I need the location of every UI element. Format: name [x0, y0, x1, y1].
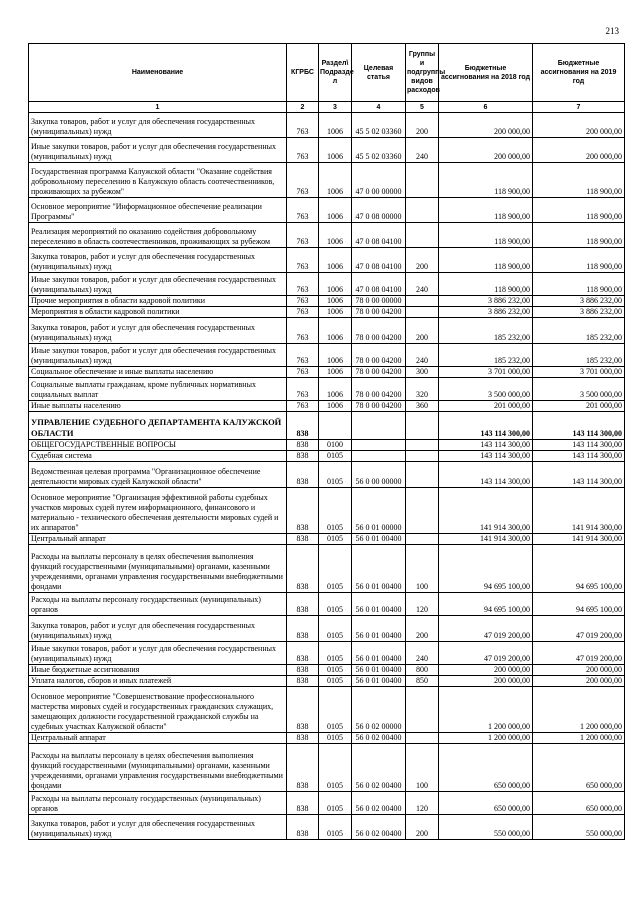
cell-group — [406, 687, 439, 733]
cell-group — [406, 451, 439, 462]
table-body — [29, 113, 625, 840]
cell-2019: 141 914 300,00 — [533, 534, 625, 545]
cell-2018: 141 914 300,00 — [439, 488, 533, 534]
column-number: 7 — [533, 102, 625, 113]
cell-2018: 47 019 200,00 — [439, 616, 533, 642]
cell-name: Иные закупки товаров, работ и услуг для обеспечения государственных (муниципальных) нужд — [29, 344, 287, 367]
cell-kgrbs: 763 — [287, 378, 319, 401]
cell-target: 56 0 02 00400 — [352, 733, 406, 744]
cell-target: 56 0 00 00000 — [352, 462, 406, 488]
table-row — [29, 318, 625, 344]
cell-2018: 3 701 000,00 — [439, 367, 533, 378]
cell-target: 78 0 00 04200 — [352, 367, 406, 378]
cell-name: Мероприятия в области кадровой политики — [29, 307, 287, 318]
cell-section: 0105 — [319, 545, 352, 593]
cell-name: Иные закупки товаров, работ и услуг для обеспечения государственных (муниципальных) нужд — [29, 273, 287, 296]
table-row — [29, 138, 625, 163]
cell-group: 200 — [406, 616, 439, 642]
header-row — [29, 44, 625, 102]
cell-target: 56 0 01 00400 — [352, 534, 406, 545]
cell-kgrbs: 838 — [287, 642, 319, 665]
cell-2019: 200 000,00 — [533, 138, 625, 163]
cell-name: Расходы на выплаты персоналу государственных (муниципальных) органов — [29, 792, 287, 815]
cell-2019: 118 900,00 — [533, 273, 625, 296]
cell-kgrbs: 763 — [287, 367, 319, 378]
cell-group: 200 — [406, 113, 439, 138]
cell-name: Закупка товаров, работ и услуг для обеспечения государственных (муниципальных) нужд — [29, 616, 287, 642]
column-number-row — [29, 102, 625, 113]
cell-group: 240 — [406, 344, 439, 367]
cell-2018: 143 114 300,00 — [439, 440, 533, 451]
cell-group: 240 — [406, 138, 439, 163]
header-section: Раздел\ Подразде л — [319, 44, 352, 102]
cell-section: 1006 — [319, 163, 352, 198]
cell-target: 56 0 01 00400 — [352, 642, 406, 665]
cell-2019: 118 900,00 — [533, 223, 625, 248]
cell-name: Расходы на выплаты персоналу государственных (муниципальных) органов — [29, 593, 287, 616]
cell-name: Закупка товаров, работ и услуг для обеспечения государственных (муниципальных) нужд — [29, 815, 287, 840]
table-row — [29, 378, 625, 401]
cell-section: 0105 — [319, 593, 352, 616]
cell-2018: 200 000,00 — [439, 665, 533, 676]
header-group: Группы и подгруппы видов расходов — [406, 44, 439, 102]
cell-kgrbs: 838 — [287, 676, 319, 687]
cell-name: ОБЩЕГОСУДАРСТВЕННЫЕ ВОПРОСЫ — [29, 440, 287, 451]
cell-kgrbs: 838 — [287, 665, 319, 676]
cell-section: 0105 — [319, 462, 352, 488]
cell-2019: 143 114 300,00 — [533, 412, 625, 440]
cell-group: 850 — [406, 676, 439, 687]
cell-group — [406, 307, 439, 318]
cell-section: 0105 — [319, 815, 352, 840]
table-row — [29, 792, 625, 815]
cell-name: Государственная программа Калужской области "Оказание содействия добровольному переселению в Калужскую область соотечественников, проживающих за рубежом" — [29, 163, 287, 198]
table-row — [29, 462, 625, 488]
cell-2018: 200 000,00 — [439, 113, 533, 138]
cell-2018: 118 900,00 — [439, 248, 533, 273]
header-name: Наименование — [29, 44, 287, 102]
cell-kgrbs: 838 — [287, 451, 319, 462]
cell-2019: 185 232,00 — [533, 318, 625, 344]
cell-section: 0105 — [319, 616, 352, 642]
cell-2019: 1 200 000,00 — [533, 733, 625, 744]
cell-2019: 3 500 000,00 — [533, 378, 625, 401]
cell-name: Реализация мероприятий по оказанию содействия добровольному переселению в область соотечественников, проживающих за рубежом — [29, 223, 287, 248]
cell-group — [406, 488, 439, 534]
cell-target: 56 0 01 00400 — [352, 545, 406, 593]
cell-target: 56 0 02 00000 — [352, 687, 406, 733]
table-row — [29, 665, 625, 676]
cell-target: 56 0 01 00400 — [352, 676, 406, 687]
cell-kgrbs: 838 — [287, 412, 319, 440]
cell-name: Закупка товаров, работ и услуг для обеспечения государственных (муниципальных) нужд — [29, 248, 287, 273]
header-target: Целевая статья — [352, 44, 406, 102]
cell-name: Основное мероприятие "Организация эффективной работы судебных участков мировых судей путем информационного, финансового и материально - технического обеспечения деятельности мировых судей и их аппаратов" — [29, 488, 287, 534]
cell-name: Иные бюджетные ассигнования — [29, 665, 287, 676]
cell-kgrbs: 838 — [287, 462, 319, 488]
cell-2019: 143 114 300,00 — [533, 451, 625, 462]
cell-target: 47 0 08 04100 — [352, 273, 406, 296]
cell-2019: 650 000,00 — [533, 792, 625, 815]
cell-2019: 94 695 100,00 — [533, 593, 625, 616]
cell-group: 800 — [406, 665, 439, 676]
cell-2019: 200 000,00 — [533, 665, 625, 676]
cell-target: 56 0 02 00400 — [352, 744, 406, 792]
cell-kgrbs: 838 — [287, 733, 319, 744]
cell-target: 56 0 01 00400 — [352, 665, 406, 676]
cell-group: 100 — [406, 545, 439, 593]
column-number: 1 — [29, 102, 287, 113]
cell-target: 78 0 00 04200 — [352, 318, 406, 344]
cell-2019: 3 886 232,00 — [533, 307, 625, 318]
cell-kgrbs: 763 — [287, 344, 319, 367]
cell-section: 0105 — [319, 451, 352, 462]
cell-section: 0105 — [319, 744, 352, 792]
cell-target: 45 5 02 03360 — [352, 113, 406, 138]
cell-2019: 143 114 300,00 — [533, 440, 625, 451]
cell-2019: 650 000,00 — [533, 744, 625, 792]
cell-target: 47 0 08 00000 — [352, 198, 406, 223]
cell-section: 1006 — [319, 223, 352, 248]
table-row — [29, 223, 625, 248]
cell-target: 47 0 00 00000 — [352, 163, 406, 198]
cell-2018: 143 114 300,00 — [439, 462, 533, 488]
cell-kgrbs: 763 — [287, 273, 319, 296]
cell-group: 200 — [406, 318, 439, 344]
cell-kgrbs: 838 — [287, 792, 319, 815]
cell-name: Центральный аппарат — [29, 733, 287, 744]
table-row — [29, 593, 625, 616]
cell-section: 1006 — [319, 198, 352, 223]
cell-name: Центральный аппарат — [29, 534, 287, 545]
cell-target — [352, 451, 406, 462]
cell-kgrbs: 763 — [287, 198, 319, 223]
cell-target: 56 0 02 00400 — [352, 792, 406, 815]
cell-group: 200 — [406, 815, 439, 840]
cell-name: Ведомственная целевая программа "Организационное обеспечение деятельности мировых судей Калужской области" — [29, 462, 287, 488]
cell-group — [406, 462, 439, 488]
cell-2018: 201 000,00 — [439, 401, 533, 412]
cell-group — [406, 534, 439, 545]
cell-name: Прочие мероприятия в области кадровой политики — [29, 296, 287, 307]
table-row — [29, 545, 625, 593]
cell-group: 300 — [406, 367, 439, 378]
table-row — [29, 744, 625, 792]
cell-2019: 185 232,00 — [533, 344, 625, 367]
cell-target: 47 0 08 04100 — [352, 248, 406, 273]
cell-target: 78 0 00 00000 — [352, 296, 406, 307]
cell-group: 120 — [406, 792, 439, 815]
cell-section: 1006 — [319, 248, 352, 273]
cell-kgrbs: 763 — [287, 318, 319, 344]
cell-2019: 143 114 300,00 — [533, 462, 625, 488]
cell-group — [406, 223, 439, 248]
cell-kgrbs: 838 — [287, 593, 319, 616]
table-row — [29, 344, 625, 367]
cell-2018: 200 000,00 — [439, 676, 533, 687]
cell-group: 120 — [406, 593, 439, 616]
header-2018: Бюджетные ассигнования на 2018 год — [439, 44, 533, 102]
cell-section: 0100 — [319, 440, 352, 451]
header-kgrbs: КГРБС — [287, 44, 319, 102]
column-number: 6 — [439, 102, 533, 113]
cell-target: 78 0 00 04200 — [352, 344, 406, 367]
cell-name: Основное мероприятие "Совершенствование профессионального мастерства мировых судей и государственных гражданских служащих, замещающих должности государственной гражданской службы на судебных участках Калужской области" — [29, 687, 287, 733]
cell-target — [352, 440, 406, 451]
table-row — [29, 163, 625, 198]
cell-2018: 118 900,00 — [439, 223, 533, 248]
cell-2018: 200 000,00 — [439, 138, 533, 163]
cell-section — [319, 412, 352, 440]
cell-2019: 200 000,00 — [533, 113, 625, 138]
cell-section: 1006 — [319, 401, 352, 412]
table-row — [29, 248, 625, 273]
cell-group: 100 — [406, 744, 439, 792]
cell-name: Судебная система — [29, 451, 287, 462]
cell-2018: 185 232,00 — [439, 344, 533, 367]
table-row — [29, 488, 625, 534]
cell-2018: 143 114 300,00 — [439, 412, 533, 440]
table-row — [29, 642, 625, 665]
cell-target: 78 0 00 04200 — [352, 401, 406, 412]
cell-2019: 550 000,00 — [533, 815, 625, 840]
cell-2019: 141 914 300,00 — [533, 488, 625, 534]
cell-2018: 1 200 000,00 — [439, 687, 533, 733]
cell-name: Социальные выплаты гражданам, кроме публичных нормативных социальных выплат — [29, 378, 287, 401]
table-row — [29, 815, 625, 840]
cell-2019: 47 019 200,00 — [533, 616, 625, 642]
cell-section: 0105 — [319, 676, 352, 687]
page-number: 213 — [605, 26, 619, 36]
table-row — [29, 198, 625, 223]
cell-2019: 118 900,00 — [533, 198, 625, 223]
budget-table — [28, 43, 625, 840]
cell-kgrbs: 838 — [287, 488, 319, 534]
cell-kgrbs: 838 — [287, 440, 319, 451]
table-row — [29, 401, 625, 412]
table-row — [29, 616, 625, 642]
table-row — [29, 296, 625, 307]
cell-2019: 3 886 232,00 — [533, 296, 625, 307]
cell-target — [352, 412, 406, 440]
cell-kgrbs: 763 — [287, 163, 319, 198]
cell-section: 1006 — [319, 113, 352, 138]
cell-2018: 1 200 000,00 — [439, 733, 533, 744]
table-row — [29, 113, 625, 138]
cell-2019: 94 695 100,00 — [533, 545, 625, 593]
cell-kgrbs: 838 — [287, 815, 319, 840]
cell-target: 78 0 00 04200 — [352, 307, 406, 318]
cell-section: 1006 — [319, 318, 352, 344]
table-row — [29, 307, 625, 318]
cell-group: 240 — [406, 273, 439, 296]
cell-kgrbs: 838 — [287, 744, 319, 792]
cell-target: 47 0 08 04100 — [352, 223, 406, 248]
cell-name: Иные выплаты населению — [29, 401, 287, 412]
cell-group — [406, 733, 439, 744]
cell-section: 0105 — [319, 534, 352, 545]
cell-section: 0105 — [319, 792, 352, 815]
cell-2019: 200 000,00 — [533, 676, 625, 687]
cell-2018: 3 500 000,00 — [439, 378, 533, 401]
cell-name: Расходы на выплаты персоналу в целях обеспечения выполнения функций государственными (муниципальными) органами, казенными учреждениями, органами управления государственными внебюджетными фондами — [29, 545, 287, 593]
cell-section: 1006 — [319, 138, 352, 163]
cell-2018: 94 695 100,00 — [439, 545, 533, 593]
cell-section: 1006 — [319, 273, 352, 296]
cell-2018: 3 886 232,00 — [439, 307, 533, 318]
cell-2018: 185 232,00 — [439, 318, 533, 344]
table-row — [29, 676, 625, 687]
table-row — [29, 367, 625, 378]
cell-2019: 118 900,00 — [533, 163, 625, 198]
cell-kgrbs: 763 — [287, 401, 319, 412]
cell-2018: 550 000,00 — [439, 815, 533, 840]
cell-2018: 143 114 300,00 — [439, 451, 533, 462]
cell-kgrbs: 763 — [287, 113, 319, 138]
cell-2019: 3 701 000,00 — [533, 367, 625, 378]
table-row — [29, 687, 625, 733]
cell-2018: 118 900,00 — [439, 273, 533, 296]
cell-section: 0105 — [319, 488, 352, 534]
cell-2018: 650 000,00 — [439, 744, 533, 792]
cell-section: 1006 — [319, 367, 352, 378]
cell-2018: 47 019 200,00 — [439, 642, 533, 665]
cell-kgrbs: 763 — [287, 248, 319, 273]
cell-section: 1006 — [319, 378, 352, 401]
cell-name: УПРАВЛЕНИЕ СУДЕБНОГО ДЕПАРТАМЕНТА КАЛУЖСКОЙ ОБЛАСТИ — [29, 412, 287, 440]
cell-kgrbs: 763 — [287, 138, 319, 163]
cell-name: Социальное обеспечение и иные выплаты населению — [29, 367, 287, 378]
table-row — [29, 412, 625, 440]
cell-2018: 118 900,00 — [439, 198, 533, 223]
column-number: 4 — [352, 102, 406, 113]
cell-section: 0105 — [319, 687, 352, 733]
table-row — [29, 534, 625, 545]
cell-group — [406, 198, 439, 223]
cell-group — [406, 163, 439, 198]
cell-2019: 201 000,00 — [533, 401, 625, 412]
cell-kgrbs: 838 — [287, 616, 319, 642]
table-row — [29, 733, 625, 744]
cell-kgrbs: 838 — [287, 534, 319, 545]
cell-2018: 141 914 300,00 — [439, 534, 533, 545]
cell-target: 56 0 01 00400 — [352, 593, 406, 616]
cell-section: 0105 — [319, 733, 352, 744]
cell-2019: 118 900,00 — [533, 248, 625, 273]
cell-section: 1006 — [319, 344, 352, 367]
cell-section: 0105 — [319, 642, 352, 665]
cell-2018: 118 900,00 — [439, 163, 533, 198]
cell-group: 200 — [406, 248, 439, 273]
cell-name: Уплата налогов, сборов и иных платежей — [29, 676, 287, 687]
table-row — [29, 273, 625, 296]
cell-target: 78 0 00 04200 — [352, 378, 406, 401]
cell-name: Закупка товаров, работ и услуг для обеспечения государственных (муниципальных) нужд — [29, 113, 287, 138]
cell-target: 56 0 01 00000 — [352, 488, 406, 534]
cell-name: Иные закупки товаров, работ и услуг для обеспечения государственных (муниципальных) нужд — [29, 642, 287, 665]
cell-section: 0105 — [319, 665, 352, 676]
cell-section: 1006 — [319, 296, 352, 307]
cell-2018: 94 695 100,00 — [439, 593, 533, 616]
cell-2018: 3 886 232,00 — [439, 296, 533, 307]
cell-kgrbs: 763 — [287, 307, 319, 318]
cell-group: 360 — [406, 401, 439, 412]
column-number: 2 — [287, 102, 319, 113]
table-row — [29, 451, 625, 462]
cell-section: 1006 — [319, 307, 352, 318]
cell-target: 56 0 01 00400 — [352, 616, 406, 642]
cell-kgrbs: 838 — [287, 545, 319, 593]
cell-group: 320 — [406, 378, 439, 401]
column-number: 5 — [406, 102, 439, 113]
cell-kgrbs: 763 — [287, 223, 319, 248]
cell-2019: 1 200 000,00 — [533, 687, 625, 733]
cell-kgrbs: 838 — [287, 687, 319, 733]
cell-target: 45 5 02 03360 — [352, 138, 406, 163]
cell-group: 240 — [406, 642, 439, 665]
cell-group — [406, 412, 439, 440]
cell-kgrbs: 763 — [287, 296, 319, 307]
cell-2019: 47 019 200,00 — [533, 642, 625, 665]
cell-name: Иные закупки товаров, работ и услуг для обеспечения государственных (муниципальных) нужд — [29, 138, 287, 163]
cell-group — [406, 440, 439, 451]
cell-2018: 650 000,00 — [439, 792, 533, 815]
cell-group — [406, 296, 439, 307]
cell-name: Основное мероприятие "Информационное обеспечение реализации Программы" — [29, 198, 287, 223]
cell-name: Расходы на выплаты персоналу в целях обеспечения выполнения функций государственными (муниципальными) органами, казенными учреждениями, органами управления государственными внебюджетными фондами — [29, 744, 287, 792]
column-number: 3 — [319, 102, 352, 113]
cell-name: Закупка товаров, работ и услуг для обеспечения государственных (муниципальных) нужд — [29, 318, 287, 344]
cell-target: 56 0 02 00400 — [352, 815, 406, 840]
table-row — [29, 440, 625, 451]
header-2019: Бюджетные ассигнования на 2019 год — [533, 44, 625, 102]
